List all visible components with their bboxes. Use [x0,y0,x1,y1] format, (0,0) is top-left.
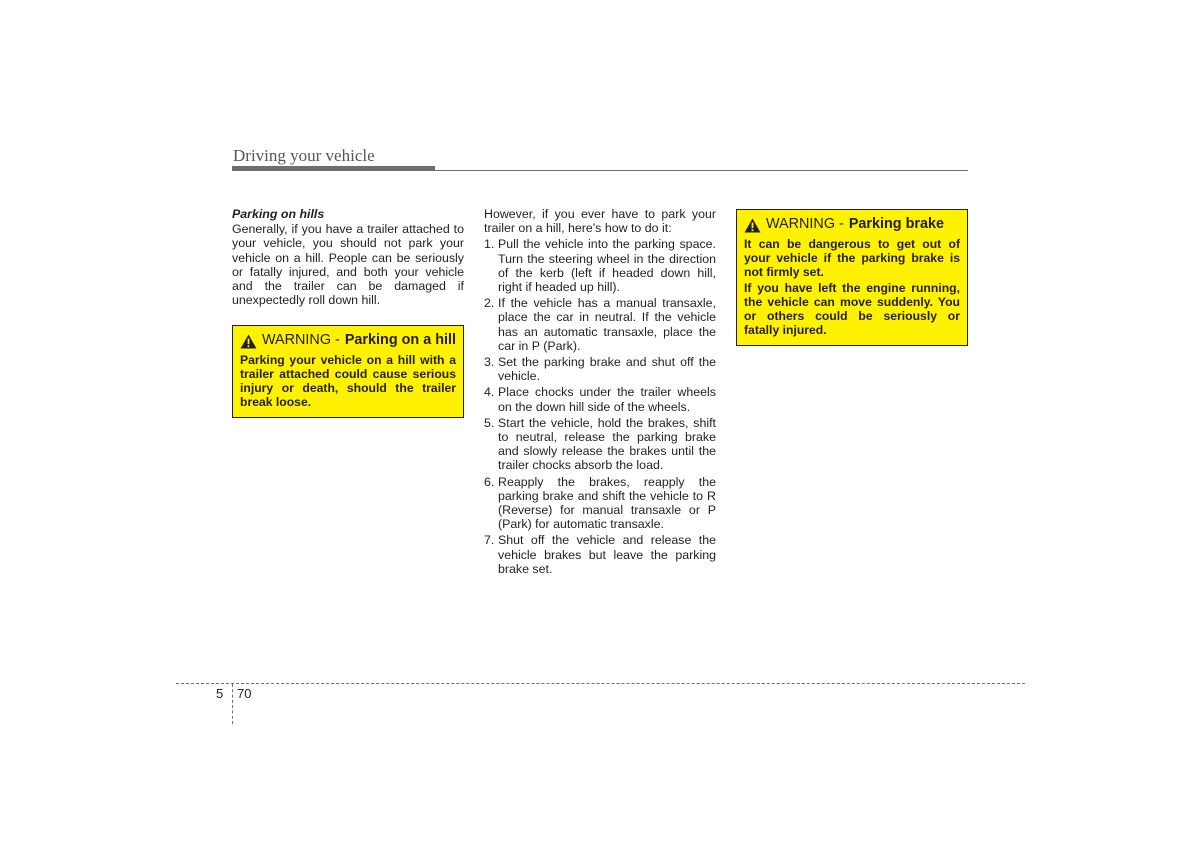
list-item [484,416,716,473]
list-item [484,533,716,576]
step-number: 1. [484,237,495,252]
step-text: Set the parking brake and shut off the vehicle. [498,355,716,384]
warning-topic: Parking brake [848,216,944,232]
warning-label: WARNING - [262,332,340,349]
list-item [484,355,716,383]
step-number: 5. [484,415,495,430]
warning-triangle-icon [240,333,262,349]
list-item [484,385,716,413]
step-number: 2. [484,296,495,311]
warning-topic: Parking on a hill [344,332,456,349]
warning-body: Parking your vehicle on a hill with a trailer attached could cause serious injury or death, should the trailer break loose. [240,353,456,410]
warning-body-2: If you have left the engine running, the vehicle can move suddenly. You or others could be seriously or fatally injured. [744,281,960,337]
step-number: 3. [484,355,495,370]
intro-paragraph: Generally, if you have a trailer attached to your vehicle, you should not park your vehicle on a hill. People can be seriously or fatally injured, and both your vehicle and the trailer can be damaged if unexpectedly roll down hill. [232,222,464,308]
footer-vertical-rule [232,684,233,724]
step-text: Reapply the brakes, reapply the parking brake and shift the vehicle to R (Reverse) for manual transaxle or P (Park) for automatic transaxle. [498,474,716,532]
warning-label: WARNING - [766,216,844,232]
warning-body-1: It can be dangerous to get out of your vehicle if the parking brake is not firmly set. [744,237,960,279]
steps-intro: However, if you ever have to park your trailer on a hill, here's how to do it: [484,207,716,236]
warning-triangle-icon [744,217,766,233]
list-item [484,296,716,353]
sub-heading: Parking on hills [232,207,325,221]
page-number: 70 [237,686,252,701]
left-column [232,207,464,418]
list-item [484,475,716,532]
right-column [736,207,968,346]
footer-dotted-rule [176,683,1025,684]
chapter-number: 5 [216,686,224,701]
parking-steps-list [484,237,716,576]
step-number: 7. [484,533,495,548]
step-number: 4. [484,385,495,400]
warning-box-hill [232,325,464,418]
header-rule-thick [232,166,435,171]
list-item [484,237,716,294]
middle-column [484,207,716,578]
step-text: Pull the vehicle into the parking space. Turn the steering wheel in the direction of the kerb (left if headed down hill, right if headed up hill). [498,237,716,295]
step-text: Shut off the vehicle and release the vehicle brakes but leave the parking brake set. [498,533,716,576]
step-text: Start the vehicle, hold the brakes, shift to neutral, release the parking brake and slowly release the brakes until the trailer chocks absorb the load. [498,415,716,473]
warning-header [240,333,456,349]
section-title: Driving your vehicle [233,146,375,165]
warning-topic-wrap [345,333,456,349]
warning-header [744,217,960,233]
step-text: Place chocks under the trailer wheels on the down hill side of the wheels. [498,385,716,414]
header-rule-thin [435,170,968,171]
step-number: 6. [484,474,495,489]
warning-box-parking-brake [736,209,968,346]
step-text: If the vehicle has a manual transaxle, place the car in neutral. If the vehicle has an automatic transaxle, place the car in P (Park). [498,296,716,353]
